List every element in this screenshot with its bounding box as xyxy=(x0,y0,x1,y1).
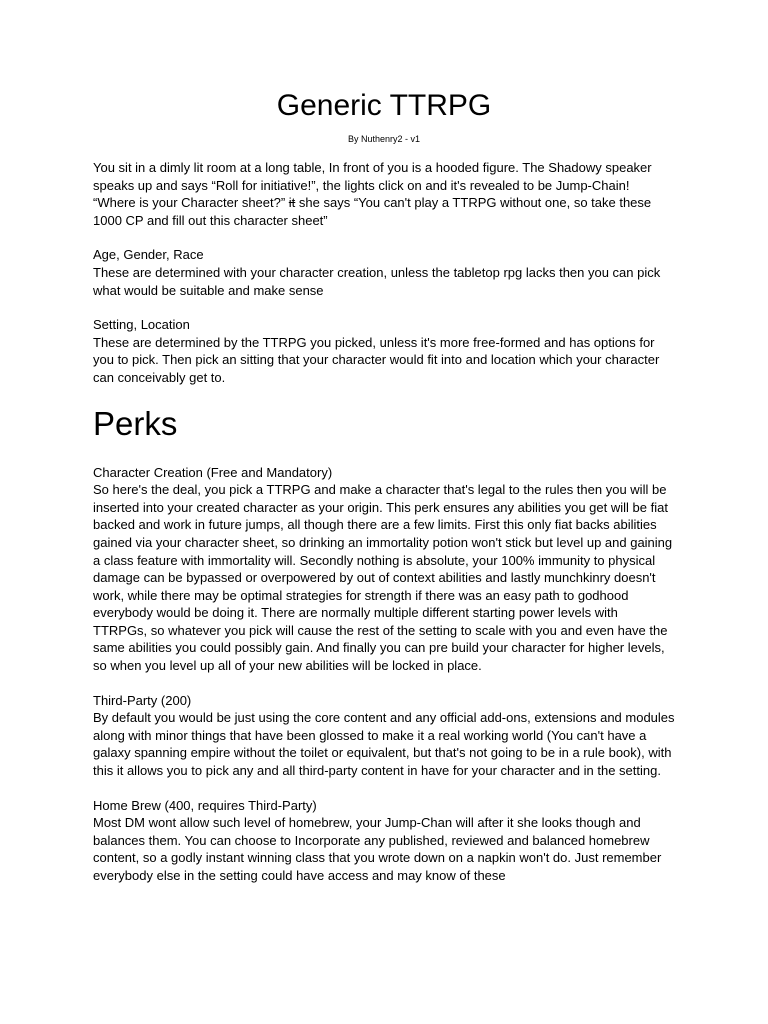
perk-heading: Home Brew (400, requires Third-Party) xyxy=(93,797,317,813)
intro-paragraph xyxy=(93,159,675,229)
perk-body: So here's the deal, you pick a TTRPG and make a character that's legal to the rules then you will be inserted into your created character as your origin. This perk ensures any abilities you get will be fiat backed and work in future jumps, all though there are a few limits. First this only fiat backs abilities gained via your character sheet, so drinking an immortality potion won't stick but level up and gaining a class feature with immortality will. Secondly nothing is absolute, your 100% immunity to physical damage can be bypassed or overpowered by out of context abilities and lastly munchkinry doesn't work, while there may be optimal strategies for strength if there was an easy path to godhood everybody would be doing it. There are normally multiple different starting power levels with TTRPGs, so whatever you pick will cause the rest of the setting to scale with you and even have the same abilities you could possibly gain. And finally you can pre build your character for higher levels, so when you level up all of your new abilities will be locked in place. xyxy=(93,482,673,674)
perk-character-creation xyxy=(93,464,675,675)
perks-heading: Perks xyxy=(93,404,178,442)
intro-text-part-1: You sit in a dimly lit room at a long table, In front of you is a hooded figure. The Shadowy speaker speaks up and says “Roll for initiative!”, the lights click on and it's revealed to be Jump-Chain! “Where is your Character sheet?” xyxy=(93,160,652,211)
section-heading: Age, Gender, Race xyxy=(93,247,204,263)
perk-home-brew xyxy=(93,797,675,885)
perk-heading: Third-Party (200) xyxy=(93,692,192,708)
document-page xyxy=(93,88,675,885)
document-author-line: By Nuthenry2 - v1 xyxy=(347,134,421,144)
section-body: These are determined by the TTRPG you picked, unless it's more free-formed and has options for you to pick. Then pick an sitting that your character would fit into and location which your character can conceivably get to. xyxy=(93,334,660,385)
intro-text-part-2: she says “You can't play a TTRPG without one, so take these 1000 CP and fill out this character sheet” xyxy=(93,195,652,228)
perk-body: Most DM wont allow such level of homebrew, your Jump-Chan will after it she looks though and balances them. You can choose to Incorporate any published, reviewed and balanced homebrew content, so a godly instant winning class that you wrote down on a napkin won't do. Just remember everybody else in the setting could have access and may know of these xyxy=(93,815,662,883)
struck-out-word: it xyxy=(288,195,296,211)
section-heading: Setting, Location xyxy=(93,317,190,333)
document-title: Generic TTRPG xyxy=(276,89,492,122)
section-setting-location xyxy=(93,316,675,386)
perk-third-party xyxy=(93,692,675,780)
perk-body: By default you would be just using the core content and any official add-ons, extensions and modules along with minor things that have been glossed to make it a real working world (You can't have a galaxy spanning empire without the toilet or equivalent, but that's not going to be in a rule book), with this it allows you to pick any and all third-party content in have for your character and in the setting. xyxy=(93,710,675,779)
perk-heading: Character Creation (Free and Mandatory) xyxy=(93,464,333,480)
section-body: These are determined with your character creation, unless the tabletop rpg lacks then you can pick what would be suitable and make sense xyxy=(93,264,661,298)
section-age-gender-race xyxy=(93,246,675,299)
